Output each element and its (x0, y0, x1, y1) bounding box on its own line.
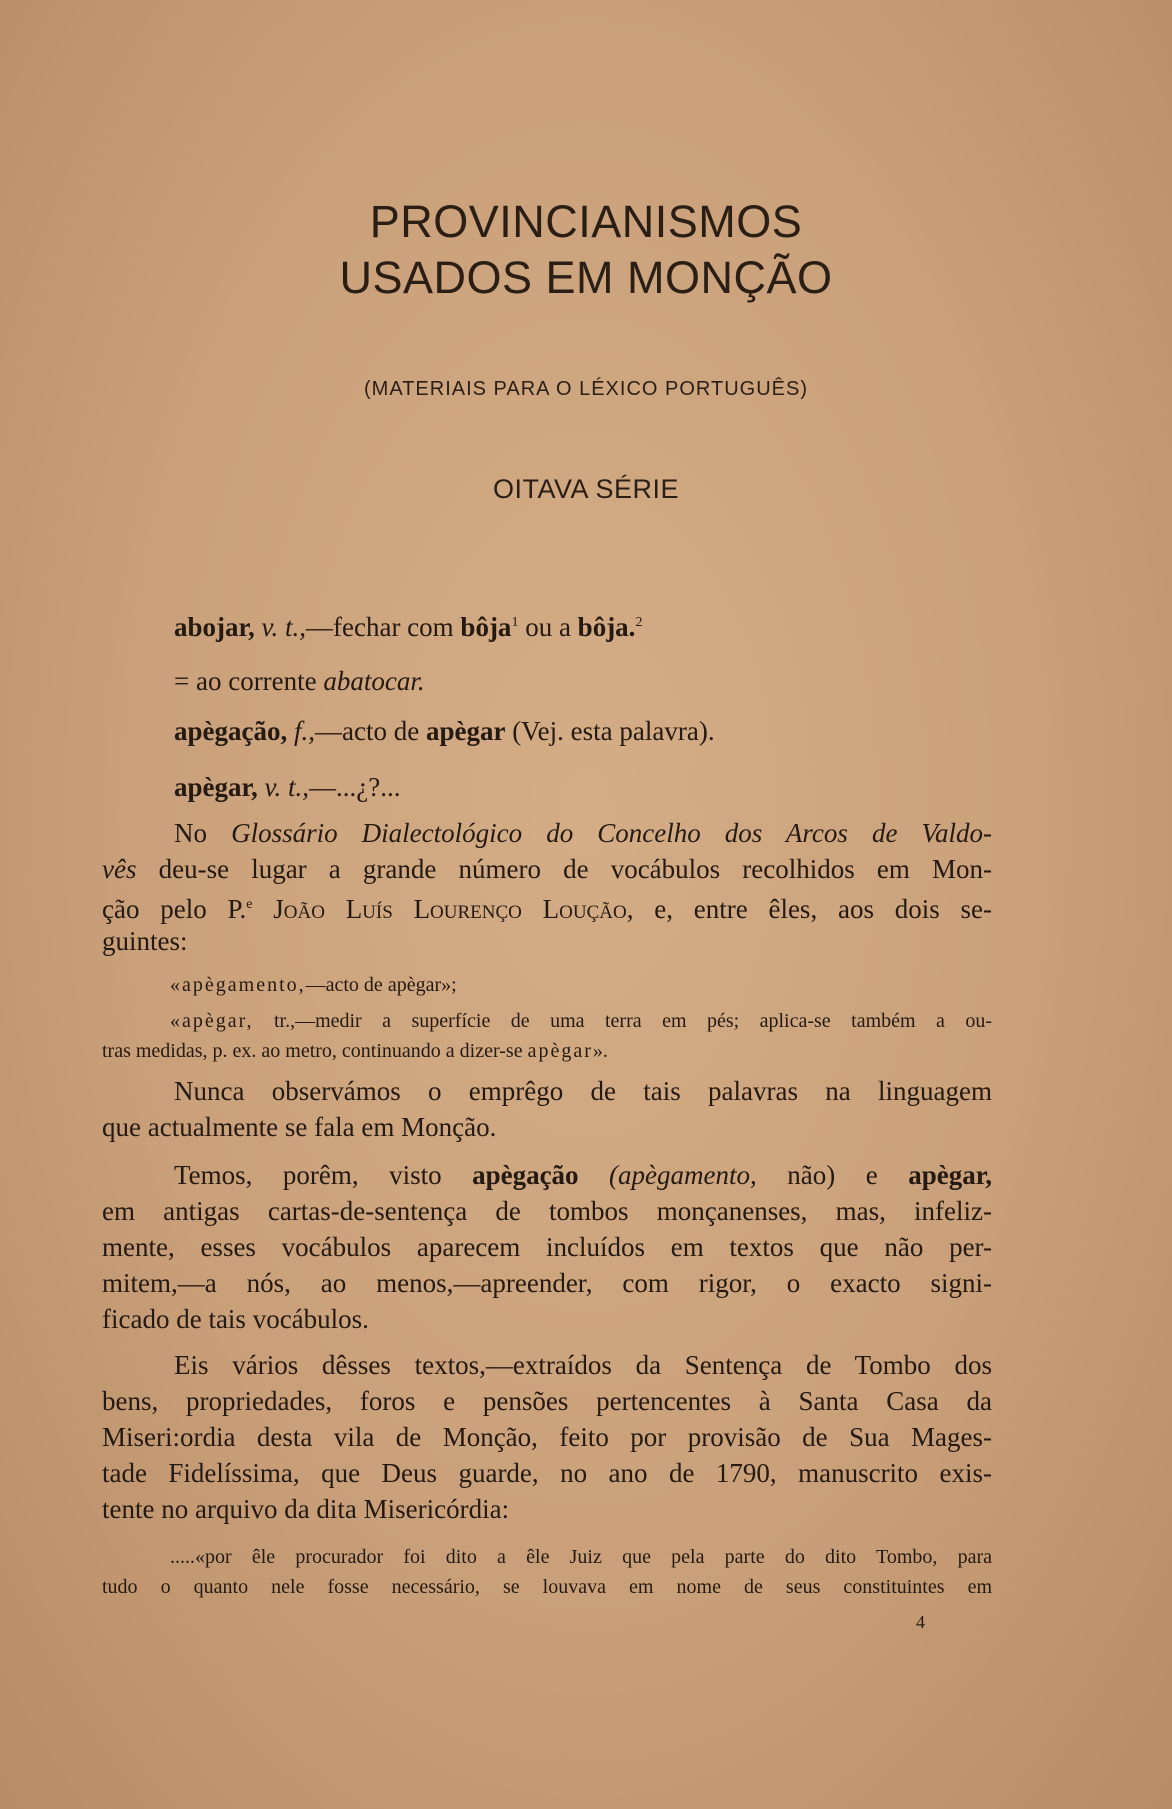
text-span: Eis vários dêsses textos,—extraídos da Sentença de Tombo dos (174, 1350, 992, 1380)
bold-term: apègar, (908, 1160, 992, 1190)
part-of-speech: v. t., (264, 772, 309, 802)
paragraph-line (102, 1456, 992, 1490)
text-span: em antigas cartas-de-sentença de tombos monçanenses, mas, infeliz- (102, 1196, 992, 1226)
italic-title: Glossário Dialectológico do Concelho dos Arcos de Valdo- (231, 818, 993, 848)
quote-line (170, 1540, 992, 1574)
paragraph-line (174, 1158, 992, 1192)
bold-term: apègação (472, 1160, 579, 1190)
paragraph-line (102, 1420, 992, 1454)
superscript: e (246, 897, 253, 912)
entry-apegar (174, 770, 992, 804)
text-span: deu-se lugar a grande número de vocábulos recolhidos em Mon- (136, 854, 992, 884)
paragraph-line (102, 888, 992, 926)
spaced-term: «apègar, (170, 1010, 254, 1032)
bold-term: apègar (425, 716, 506, 746)
text-span: não) e (756, 1160, 909, 1190)
text-span: tudo o quanto nele fosse necessário, se louvava em nome de seus constituintes em (102, 1576, 992, 1598)
title-line-2: USADOS EM MONÇÃO (339, 252, 833, 303)
italic-term: abatocar. (323, 666, 425, 696)
italic-title: vês (102, 854, 137, 884)
subtitle: (MATERIAIS PARA O LÉXICO PORTUGUÊS) (364, 378, 808, 400)
page-number: 4 (916, 1612, 925, 1632)
entry-abojar-line-2 (174, 664, 992, 698)
quote-line (102, 1034, 920, 1068)
text-span: Nunca observámos o emprêgo de tais palavras na linguagem (174, 1076, 992, 1106)
part-of-speech: f., (293, 716, 315, 746)
footnote-ref: 2 (635, 615, 643, 630)
paragraph-line (102, 1492, 920, 1526)
spaced-term: apègar (527, 1040, 593, 1062)
italic-term: (apègamento, (578, 1160, 757, 1190)
text-span: tr.,—medir a superfície de uma terra em pés; aplica-se também a ou- (253, 1010, 992, 1032)
text-span: Miseri:ordia desta vila de Monção, feito por provisão de Sua Mages- (102, 1422, 992, 1452)
text-span: guintes: (102, 926, 188, 956)
text-span: ficado de tais vocábulos. (102, 1304, 369, 1334)
definition-text: —...¿?... (309, 772, 401, 802)
paragraph-line (102, 852, 992, 886)
title-line-1: PROVINCIANISMOS (369, 196, 803, 247)
paragraph-line (102, 1230, 992, 1264)
text-span: tras medidas, p. ex. ao metro, continuando a dizer-se (102, 1040, 528, 1062)
quote-line (170, 968, 988, 1002)
headword: apègar, (174, 772, 258, 802)
text-span: —acto de apègar»; (305, 974, 457, 996)
part-of-speech: v. t., (261, 612, 306, 642)
spaced-term: «apègamento, (170, 974, 306, 996)
quote-line (170, 1004, 992, 1038)
entry-abojar (174, 606, 992, 644)
text-span: .....«por êle procurador foi dito a êle Juiz que pela parte do dito Tombo, para (170, 1546, 992, 1568)
definition-text: (Vej. esta palavra). (505, 716, 715, 746)
series-label: OITAVA SÉRIE (492, 474, 680, 504)
paragraph-line (102, 1110, 920, 1144)
footnote-ref: 1 (511, 615, 519, 630)
paragraph-line (102, 1194, 992, 1228)
text-span: tade Fidelíssima, que Deus guarde, no ano de 1790, manuscrito exis- (102, 1458, 992, 1488)
bold-term: bôja. (577, 612, 636, 642)
paragraph-line (102, 1302, 920, 1336)
paragraph-line (102, 1266, 992, 1300)
text-span: e, entre êles, aos dois se- (633, 894, 992, 924)
quote-line (102, 1570, 992, 1604)
text-span: Temos, porêm, visto (174, 1160, 473, 1190)
text-span: No (174, 818, 232, 848)
text-span: ção pelo P. (102, 894, 247, 924)
text-span: tente no arquivo da dita Misericórdia: (102, 1494, 510, 1524)
text-span: bens, propriedades, foros e pensões pertencentes à Santa Casa da (102, 1386, 992, 1416)
paragraph-line (174, 1074, 992, 1108)
paragraph-line (174, 1348, 992, 1382)
paragraph-line (174, 816, 992, 850)
definition-text: ou a (518, 612, 578, 642)
definition-text: —acto de (315, 716, 426, 746)
entry-apegacao (174, 714, 992, 748)
text-span: mitem,—a nós, ao menos,—apreender, com rigor, o exacto signi- (102, 1268, 992, 1298)
text-span: que actualmente se fala em Monção. (102, 1112, 497, 1142)
author-name: João Luís Lourenço Loução, (252, 894, 634, 924)
paragraph-line (102, 1384, 992, 1418)
bold-term: bôja (460, 612, 512, 642)
paragraph-line (102, 924, 920, 958)
headword: apègação, (174, 716, 288, 746)
text-span: mente, esses vocábulos aparecem incluídos em textos que não per- (102, 1232, 992, 1262)
definition-text: = ao corrente (174, 666, 324, 696)
definition-text: —fechar com (306, 612, 461, 642)
text-span: ». (592, 1040, 608, 1062)
headword: abojar, (174, 612, 255, 642)
